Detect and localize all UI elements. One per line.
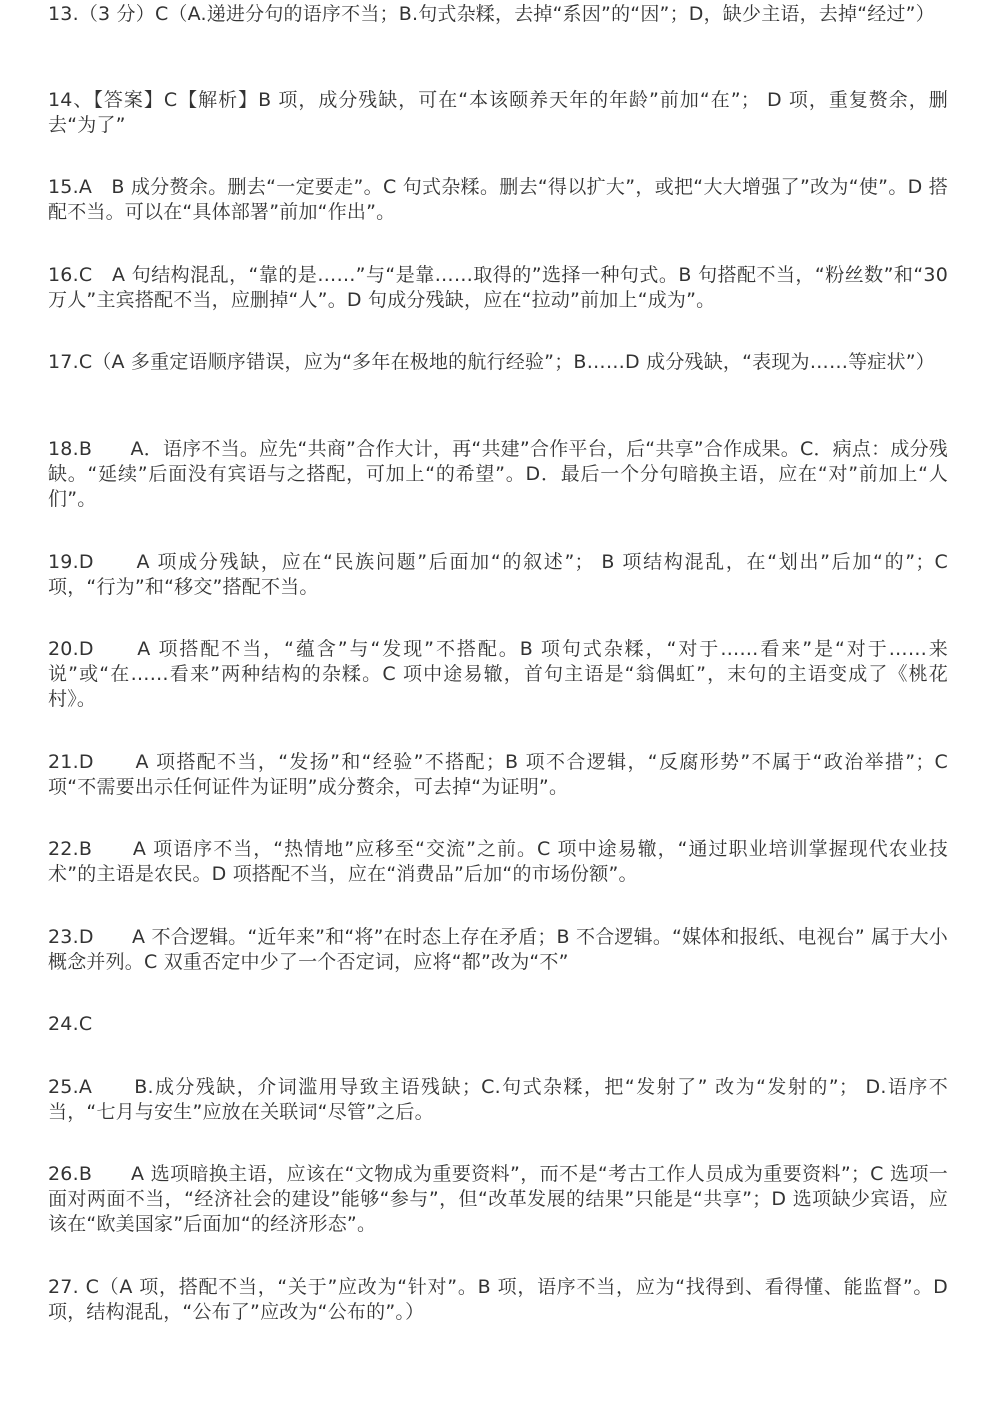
- answer-17: 17.C（A 多重定语顺序错误，应为“多年在极地的航行经验”；B……D 成分残缺，“表现为……等症状”）: [48, 351, 935, 373]
- answer-16: 16.C A 句结构混乱，“靠的是……”与“是靠……取得的”选择一种句式。B 句搭配不当，“粉丝数”和“30 万人”主宾搭配不当，应删掉“人”。D 句成分残缺，应在“拉动”前加上“成为”。: [48, 264, 948, 311]
- answer-13: 13.（3 分）C（A.递进分句的语序不当；B.句式杂糅，去掉“系因”的“因”；D，缺少主语，去掉“经过”）: [48, 3, 935, 25]
- answer-27: 27. C（A 项，搭配不当，“关于”应改为“针对”。B 项，语序不当，应为“找得到、看得懂、能监督”。D 项，结构混乱，“公布了”应改为“公布的”。）: [48, 1276, 948, 1323]
- answer-20: 20.D A 项搭配不当，“蕴含”与“发现”不搭配。B 项句式杂糅，“对于……看来”是“对于……来说”或“在……看来”两种结构的杂糅。C 项中途易辙，首句主语是“翁偶虹”，末句的主语变成了《桃花村》。: [48, 638, 948, 710]
- answer-14: 14、【答案】C【解析】B 项，成分残缺，可在“本该颐养天年的年龄”前加“在”； D 项，重复赘余，删去“为了”: [48, 89, 948, 136]
- answer-24: 24.C: [48, 1013, 93, 1035]
- answer-23: 23.D A 不合逻辑。“近年来”和“将”在时态上存在矛盾；B 不合逻辑。“媒体和报纸、电视台” 属于大小概念并列。C 双重否定中少了一个否定词，应将“都”改为“不”: [48, 926, 948, 973]
- answer-22: 22.B A 项语序不当，“热情地”应移至“交流”之前。C 项中途易辙，“通过职业培训掌握现代农业技术”的主语是农民。D 项搭配不当，应在“消费品”后加“的市场份额”。: [48, 838, 948, 885]
- answer-19: 19.D A 项成分残缺，应在“民族问题”后面加“的叙述”； B 项结构混乱，在“划出”后加“的”；C 项，“行为”和“移交”搭配不当。: [48, 551, 948, 598]
- answer-25: 25.A B.成分残缺，介词滥用导致主语残缺；C.句式杂糅，把“发射了” 改为“发射的”； D.语序不当，“七月与安生”应放在关联词“尽管”之后。: [48, 1076, 948, 1123]
- answer-18: 18.B A．语序不当。应先“共商”合作大计，再“共建”合作平台，后“共享”合作成果。C．病点：成分残缺。“延续”后面没有宾语与之搭配，可加上“的希望”。D．最后一个分句暗换主语，应在“对”前加上“人们”。: [48, 438, 948, 510]
- answer-26: 26.B A 选项暗换主语，应该在“文物成为重要资料”，而不是“考古工作人员成为重要资料”；C 选项一面对两面不当，“经济社会的建设”能够“参与”，但“改革发展的结果”只能是“共享”；D 选项缺少宾语，应该在“欧美国家”后面加“的经济形态”。: [48, 1163, 948, 1235]
- answer-21: 21.D A 项搭配不当，“发扬”和“经验”不搭配；B 项不合逻辑，“反腐形势”不属于“政治举措”；C 项“不需要出示任何证件为证明”成分赘余，可去掉“为证明”。: [48, 751, 948, 798]
- answer-15: 15.A B 成分赘余。删去“一定要走”。C 句式杂糅。删去“得以扩大”，或把“大大增强了”改为“使”。D 搭配不当。可以在“具体部署”前加“作出”。: [48, 176, 948, 223]
